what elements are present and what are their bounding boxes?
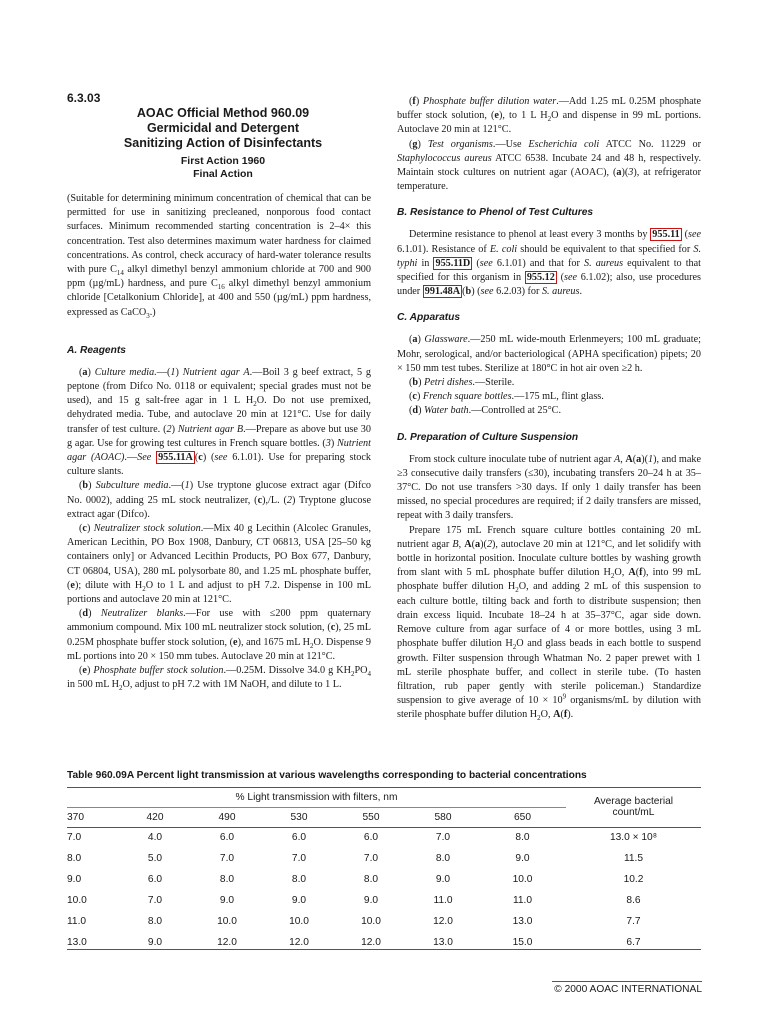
table-cell: 12.0 — [433, 916, 453, 927]
table-cell: 7.0 — [435, 832, 451, 843]
apparatus-b: (b) Petri dishes.—Sterile. — [409, 377, 515, 389]
column-header: 580 — [434, 811, 452, 823]
table-cell: 11.0 — [512, 895, 533, 906]
table-row — [67, 848, 701, 869]
table-cell: 12.0 — [289, 937, 309, 948]
table-cell: 9.0 — [219, 895, 235, 906]
method-title: AOAC Official Method 960.09 — [136, 106, 310, 120]
table-cell: 11.0 — [67, 916, 87, 927]
reagent-f: (f) Phosphate buffer dilution water.—Add 1.25 mL 0.25M phosphate buffer stock solution, (e), to 1 L $H_2O$ and dispense in 99 mL portions. Autoclave 20 min at 121°C. — [397, 96, 701, 136]
table-cell: 11.5 — [623, 853, 644, 864]
group-header: % Light transmission with filters, nm — [235, 791, 398, 803]
table-row — [67, 869, 701, 890]
column-header: 530 — [290, 811, 308, 823]
table-cell: 12.0 — [217, 937, 237, 948]
table-row — [67, 890, 701, 911]
apparatus-c: (c) French square bottles.—175 mL, flint glass. — [409, 391, 604, 403]
table-cell: 7.0 — [291, 853, 307, 864]
table-cell: 12.0 — [361, 937, 381, 948]
left-column — [67, 192, 371, 693]
table-row — [67, 911, 701, 932]
table-cell: 10.0 — [67, 895, 87, 906]
reagent-c: (c) Neutralizer stock solution.—Mix 40 g Lecithin (Alcolec Granules, American Lecithin, PO Box 1908, Danbury, CT 06813, USA [25–50 kg containers only] or Advanced Lecithin Products, PO Box 677, Danbury, CT 06804, USA), 280 mL polysorbate 80, and 1.25 mL phosphate buffer, (e); dilute with $H_2O$ to 1 L and adjust to pH 7.2. Dispense in 100 mL portions and autoclave 20 min at 121°C. — [67, 523, 371, 606]
table-cell: 8.0 — [291, 874, 307, 885]
section-b-heading: B. Resistance to Phenol of Test Cultures — [397, 207, 594, 219]
table-cell: 8.0 — [515, 832, 530, 843]
right-column — [397, 95, 701, 723]
table-caption: Table 960.09A Percent light transmission at various wavelengths corresponding to bacterial concentrations — [67, 770, 587, 781]
reagent-a: (a) Culture media.—(1) Nutrient agar A.—Boil 3 g beef extract, 5 g peptone (from Difco No. 0118 or equivalent; special grades must not be used), and 15 g salt-free agar in 1 L $H_2O$. Do not use premixed, dehydrated media. Tube, and autoclave 20 min at 121°C. Use for daily transfer of test culture. (2) Nutrient agar B.—Prepare as above but use 30 g agar. Use for growing test cultures in French square bottles. (3) Nutrient agar (AOAC).—See 955.11A (c) (see 6.1.01). Use for preparing stock culture slants. — [67, 366, 372, 478]
table-cell: 13.0 × 10⁸ — [609, 832, 658, 843]
table-cell: 8.6 — [626, 895, 641, 906]
table-cell: 8.0 — [147, 916, 163, 927]
method-subtitle-1: Germicidal and Detergent — [146, 121, 300, 135]
phenol-resistance-text: Determine resistance to phenol at least every 3 months by 955.11 (see 6.1.01). Resistance of E. coli should be equivalent to that specified for S. typhi in 955.11D (see 6.1.01) and that for S. aureus equivalent to that specified for this organism in 955.12 (see 6.1.02); also, use procedures under 991.48A (b) (see 6.2.03) for S. aureus. — [397, 229, 701, 298]
table-row — [67, 827, 701, 848]
table-cell: 6.0 — [291, 832, 307, 843]
reagent-e: (e) Phosphate buffer stock solution.—0.25M. Dissolve 34.0 g $KH_2PO_4$ in 500 mL $H_2O$, adjust to pH 7.2 with 1M NaOH, and dilute to 1 L. — [67, 665, 371, 693]
culture-prep-2: Prepare 175 mL French square culture bottles containing 20 mL nutrient agar B, A(a)(2), autoclave 20 min at 121°C, and let solidify with bottle in horizontal position. Inoculate culture bottles by washing growth from slant with 5 mL phosphate buffer dilution $H_2O$, A(f), into 99 mL phosphate buffer dilution $H_2O$, and adding 2 mL of this suspension to each culture bottle, tilting back and forth to distribute suspension; then drain excess liquid. Incubate 18–24 h at 35–37°C, agar side down. Remove culture from agar surface of 4 or more bottles, using 3 mL phosphate buffer dilution $H_2O$ and glass beads in each bottle to suspend growth. Filter suspension through Whatman No. 2 paper prewet with 1 mL sterile phosphate buffer, and collect in sterile tube. (To hasten filtration, rub paper gently with sterile policeman.) Standardize suspension to give average of $10 \times 10^9$ organisms/mL by dilution with sterile phosphate buffer dilution $H_2O$, A(f). — [397, 524, 702, 723]
table-cell: 13.0 — [67, 937, 87, 948]
column-header: 550 — [362, 811, 380, 823]
table-cell: 7.0 — [147, 895, 163, 906]
table-row — [67, 932, 701, 953]
reagent-b: (b) Subculture media.—(1) Use tryptone glucose extract agar (Difco No. 0002), adding 25 mL stock neutralizer, (c),/L. (2) Tryptone glucose extract agar (Difco). — [67, 480, 372, 520]
ref-955-11D[interactable]: 955.11D — [435, 257, 471, 269]
table-cell: 10.2 — [623, 874, 644, 885]
apparatus-a: (a) Glassware.—250 mL wide-mouth Erlenmeyers; 100 mL graduate; Mohr, serological, and/or bacteriological (APHA specification) pipets; 20 × 150 mm test tubes. Sterilize at 180°C in hot air oven ≥2 h. — [397, 334, 701, 374]
table-cell: 7.0 — [219, 853, 235, 864]
table-cell: 6.0 — [219, 832, 235, 843]
table-cell: 6.0 — [363, 832, 379, 843]
table-cell: 7.7 — [626, 916, 641, 927]
ref-955-11[interactable]: 955.11 — [652, 229, 680, 241]
method-subtitle-2: Sanitizing Action of Disinfectants — [123, 136, 323, 150]
intro-paragraph: (Suitable for determining minimum concentration of chemical that can be permitted for use in sanitizing precleaned, nonporous food contact surfaces. Minimum recommended starting concentration is 2–4× this concentration. Test also determines maximum water hardness for claimed concentrations. As control, check accuracy of hard-water tolerance results with pure $C_{14}$ alkyl dimethyl benzyl ammonium chloride at 700 and 900 ppm (µg/mL) hardness, and pure $C_{16}$ alkyl dimethyl benzyl ammonium chloride [Cetalkonium Chloride], at 400 and 550 (µg/mL) ppm hardness, expressed as CaCO$_3$.) — [67, 193, 371, 320]
ref-991-48A[interactable]: 991.48A — [424, 286, 461, 298]
table-cell: 9.0 — [291, 895, 307, 906]
table-cell: 10.0 — [512, 874, 533, 885]
table-cell: 5.0 — [147, 853, 163, 864]
table-cell: 13.0 — [512, 916, 533, 927]
table-cell: 7.0 — [67, 832, 82, 843]
section-d-heading: D. Preparation of Culture Suspension — [397, 431, 579, 443]
table-cell: 9.0 — [67, 874, 82, 885]
table-cell: 8.0 — [67, 853, 82, 864]
final-action: Final Action — [193, 168, 253, 180]
table-cell: 8.0 — [219, 874, 235, 885]
reagent-g: (g) Test organisms.—Use Escherichia coli ATCC No. 11229 or Staphylococcus aureus ATCC 6538. Incubate 24 and 48 h, respectively. Maintain stock cultures on nutrient agar (AOAC), (a)(3), at refrigerator temperature. — [397, 138, 702, 193]
table-cell: 4.0 — [147, 832, 163, 843]
footer-rule — [552, 981, 702, 982]
first-action: First Action 1960 — [180, 155, 266, 167]
reagent-d: (d) Neutralizer blanks.—For use with ≤200 ppm quaternary ammonium compound. Mix 100 mL neutralizer stock solution, (c), 25 mL 0.25M phosphate buffer stock solution, (e), and 1675 mL $H_2O$. Dispense 9 mL portions into 20 × 150 mm tubes. Autoclave 20 min at 121°C. — [67, 608, 371, 662]
table-cell: 9.0 — [147, 937, 163, 948]
table-cell: 10.0 — [217, 916, 237, 927]
transmission-table — [67, 787, 701, 953]
table-cell: 6.7 — [626, 937, 641, 948]
column-header: 490 — [218, 811, 236, 823]
section-number: 6.3.03 — [67, 91, 101, 105]
column-header: 650 — [514, 811, 531, 823]
section-a-heading: A. Reagents — [67, 344, 126, 356]
copyright-footer: © 2000 AOAC INTERNATIONAL — [554, 984, 702, 995]
table-cell: 8.0 — [363, 874, 379, 885]
table-cell: 6.0 — [147, 874, 163, 885]
table-cell: 10.0 — [289, 916, 309, 927]
table-cell: 11.0 — [433, 895, 453, 906]
table-cell: 7.0 — [363, 853, 379, 864]
ref-955-12[interactable]: 955.12 — [526, 272, 555, 284]
table-cell: 8.0 — [435, 853, 451, 864]
table-cell: 13.0 — [433, 937, 453, 948]
method-header — [67, 106, 379, 181]
column-header: 420 — [146, 811, 164, 823]
culture-prep-1: From stock culture inoculate tube of nutrient agar A, A(a)(1), and make ≥3 consecutive daily transfers (≤30), incubating transfers 20–24 h at 35–37°C. Do not use transfers >30 days. If only 1 daily transfer has been missed, no special procedures are required; if 2 daily transfers are missed, repeat with 3 daily transfers. — [397, 453, 701, 522]
apparatus-d: (d) Water bath.—Controlled at 25°C. — [409, 405, 562, 417]
ref-955-11A[interactable]: 955.11A — [158, 452, 193, 464]
table-cell: 10.0 — [361, 916, 381, 927]
table-body — [67, 827, 701, 953]
table-cell: 15.0 — [512, 937, 533, 948]
table-cell: 9.0 — [363, 895, 379, 906]
table-cell: 9.0 — [515, 853, 530, 864]
column-header: 370 — [67, 811, 84, 823]
count-header: Average bacterial count/mL — [593, 796, 674, 818]
section-c-heading: C. Apparatus — [397, 312, 461, 324]
table-cell: 9.0 — [435, 874, 451, 885]
